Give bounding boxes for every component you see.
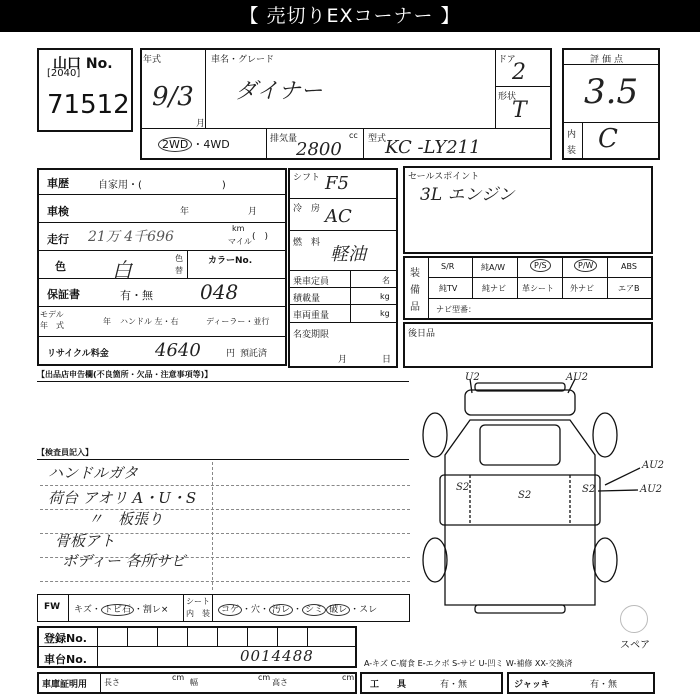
diagram-mark-s2-center: S2	[518, 490, 532, 501]
condition-dirt: 汚レ	[269, 604, 293, 616]
color-no-value: 048	[200, 280, 239, 304]
inspector-note-0: ハンドルガタ	[48, 464, 139, 482]
name-value: ダイナー	[235, 79, 323, 104]
shift-value: F5	[325, 173, 349, 194]
equip-tv: 純TV	[439, 284, 458, 293]
condition-scratch: キズ・	[74, 605, 101, 615]
diagram-cab	[480, 425, 560, 465]
condition-hole: ・穴・	[242, 605, 270, 615]
declaration-label: 【出品店申告欄(不良箇所・欠品・注意事項等)】	[37, 370, 213, 379]
diagram-mark-au2-side: AU2	[640, 484, 663, 495]
diagram-wheel-fl	[423, 413, 447, 457]
year-month-unit: 月	[196, 119, 206, 129]
equip-ext-navi: 外ナビ	[570, 284, 594, 293]
equip-nav-type: ナビ型番：	[436, 305, 476, 314]
capacity-unit-1: kg	[380, 292, 390, 301]
equip-navi: 純ナビ	[482, 284, 506, 293]
color-label: 色	[55, 260, 66, 273]
diagram-wheel-fr	[593, 413, 617, 457]
ac-value: AC	[325, 206, 352, 227]
ac-label: 冷 房	[293, 204, 321, 214]
garage-width: 幅	[190, 678, 198, 687]
drive-4wd: 4WD	[203, 138, 230, 151]
model-change-label-1: モデル	[40, 310, 64, 319]
recycle-deposit: 預託済	[240, 349, 268, 359]
condition-interior	[218, 602, 377, 615]
condition-chip: トビ石	[101, 604, 134, 616]
inspector-note-4: ボディー 各所サビ	[62, 552, 186, 570]
diagram-mark-s2-left: S2	[456, 482, 470, 493]
year-label: 年式	[143, 55, 162, 65]
model-change-dealer: ディーラー・並行	[206, 317, 270, 326]
diagram-wheel-rr	[593, 538, 617, 582]
mileage-paren: ( )	[252, 232, 269, 242]
inspector-label: 【検査員記入】	[37, 448, 93, 457]
diagram-mark-au2-top: AU2	[566, 372, 589, 383]
inspection-month: 月	[248, 207, 258, 217]
shift-label: シフト	[293, 173, 321, 183]
registration-label: 登録No.	[44, 632, 87, 645]
condition-sep: ・	[293, 605, 303, 615]
equip-leather: 革シート	[522, 284, 554, 293]
fuel-label: 燃 料	[293, 238, 321, 248]
displacement-value: 2800	[296, 139, 342, 160]
header-title: 【 売切りEXコーナー 】	[239, 5, 461, 27]
diagram-mark-s2-right: S2	[582, 484, 596, 495]
condition-crack: ・割レ×	[133, 605, 169, 615]
diagram-leader-au2-right	[605, 468, 640, 485]
model-label: 型式	[368, 134, 387, 144]
model-change-handle: ハンドル 左・右	[120, 317, 179, 326]
garage-length: 長さ	[104, 678, 120, 687]
lot-venue: 山口 No.	[53, 56, 113, 72]
damage-legend: A-キズ C-腐食 E-エクボ S-サビ U-凹ミ W-補修 XX-交換済	[364, 659, 573, 668]
door-label: ドア	[498, 55, 516, 65]
equip-airbag: エアB	[618, 284, 640, 293]
equipment-label-text: 装備品	[410, 268, 420, 313]
name-change-label: 名変期限	[293, 330, 330, 340]
diagram-body	[445, 420, 595, 605]
condition-seat-2: 内 装	[186, 609, 210, 618]
door-value: 2	[512, 60, 526, 85]
inspector-note-3: 骨板アト	[55, 532, 116, 550]
equip-pw: P/W	[574, 259, 597, 272]
mileage-label: 走行	[47, 233, 69, 246]
capacity-unit-2: kg	[380, 309, 390, 318]
equip-ps: P/S	[530, 259, 551, 272]
mileage-value: 21万 4千696	[88, 229, 174, 245]
color-change-2: 替	[175, 266, 183, 275]
garage-width-cm: cm	[258, 673, 271, 682]
inspector-note-2: 〃 板張り	[88, 510, 164, 528]
inspection-label: 車検	[47, 205, 69, 218]
condition-rub: ・スレ	[350, 605, 378, 615]
condition-seat-1: シート	[186, 597, 210, 606]
jack-options: 有・無	[590, 680, 618, 690]
diagram-roof	[465, 390, 575, 415]
lot-box	[37, 48, 133, 132]
inspector-note-1: 荷台 アオリ A・U・S	[48, 489, 197, 507]
model-value: KC -LY211	[385, 137, 481, 158]
recycle-value: 4640	[155, 340, 201, 361]
diagram-mark-u2: U2	[465, 372, 480, 383]
mileage-unit-mile: マイル	[228, 237, 252, 246]
history-label: 車歴	[47, 177, 69, 190]
chassis-label: 車台No.	[44, 653, 87, 666]
drive-2wd: 2WD	[158, 137, 192, 152]
equip-sr: S/R	[441, 262, 455, 271]
condition-tobacco: コゲ	[218, 604, 242, 616]
color-no-label: カラーNo.	[208, 256, 253, 266]
lot-number: 71512	[47, 90, 130, 120]
condition-stain: シミ	[302, 604, 326, 616]
garage-cert-label: 車庫証明用	[42, 680, 88, 690]
condition-fw: FW	[44, 602, 61, 612]
warranty-label: 保証書	[47, 288, 80, 301]
warranty-options: 有・無	[120, 289, 153, 302]
tools-options: 有・無	[440, 680, 468, 690]
interior-value: C	[598, 124, 618, 154]
shape-label: 形状	[498, 92, 517, 102]
interior-label-2: 装	[567, 146, 577, 156]
garage-height: 高さ	[272, 678, 288, 687]
inspection-year: 年	[180, 207, 190, 217]
displacement-unit: cc	[349, 131, 358, 140]
color-value: 白	[112, 258, 132, 282]
chassis-value: 0014488	[240, 647, 314, 665]
jack-label: ジャッキ	[514, 680, 550, 690]
recycle-label: リサイクル料金	[47, 349, 109, 359]
condition-tear: 破レ	[326, 604, 350, 616]
spare-tire-icon	[620, 605, 648, 633]
year-value: 9/3	[152, 82, 194, 112]
name-change-day: 日	[382, 355, 392, 365]
name-label: 車名・グレード	[211, 55, 275, 65]
score-value: 3.5	[584, 72, 639, 112]
drive-sep: ・	[192, 138, 204, 151]
mileage-unit-km: km	[232, 224, 245, 233]
condition-exterior	[74, 602, 168, 615]
equipment-label	[410, 265, 422, 316]
score-label: 評価点	[590, 55, 627, 65]
vehicle-diagram	[410, 365, 663, 625]
recycle-unit: 円	[226, 349, 236, 359]
interior-label-1: 内	[567, 130, 577, 140]
diagram-leader-au2-side	[598, 490, 638, 491]
later-items-box	[403, 322, 653, 368]
tools-label: 工 具	[370, 680, 407, 690]
drive-options	[158, 136, 230, 152]
name-change-month: 月	[338, 355, 348, 365]
equip-abs: ABS	[621, 262, 637, 271]
shape-value: T	[512, 98, 527, 123]
model-change-label-2: 年 式	[40, 321, 64, 330]
sales-point-label: セールスポイント	[408, 172, 480, 182]
color-change-1: 色	[175, 254, 183, 263]
diagram-mark-au2-right: AU2	[642, 460, 665, 471]
garage-length-cm: cm	[172, 673, 185, 682]
capacity-label-1: 積載量	[293, 294, 321, 304]
fuel-value: 軽油	[330, 244, 366, 265]
model-change-year: 年	[103, 317, 111, 326]
spare-label: スペア	[620, 640, 650, 651]
page-header	[0, 0, 700, 32]
garage-height-cm: cm	[342, 673, 355, 682]
diagram-wheel-rl	[423, 538, 447, 582]
capacity-label-2: 車両重量	[293, 311, 330, 321]
sales-point-value: 3L エンジン	[420, 185, 515, 205]
diagram-bumper-rear	[475, 605, 565, 613]
history-value: 自家用・( )	[98, 180, 226, 191]
lot-code: [2040]	[47, 68, 81, 79]
capacity-label-0: 乗車定員	[293, 277, 330, 287]
equip-aw: 純A/W	[481, 263, 506, 272]
displacement-label: 排気量	[270, 134, 298, 144]
later-items-label: 後日品	[408, 329, 436, 339]
capacity-unit-0: 名	[382, 276, 390, 285]
